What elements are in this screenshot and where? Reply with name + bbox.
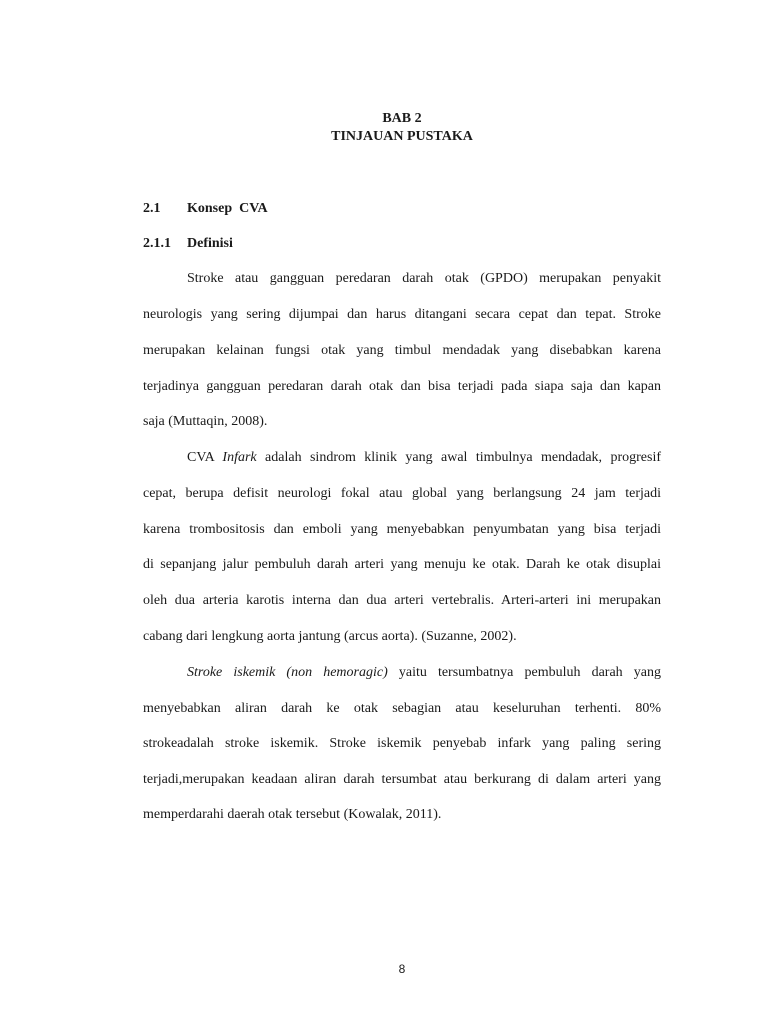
paragraph3-last-line: memperdarahi daerah otak tersebut (Kowalak, 2011). xyxy=(143,807,442,822)
paragraph3-line: terjadi,merupakan keadaan aliran darah tersumbat atau berkurang di dalam arteri yang xyxy=(143,772,661,787)
paragraph2-line: oleh dua arteria karotis interna dan dua arteri vertebralis. Arteri-arteri ini merupakan xyxy=(143,593,661,608)
paragraph1-line: merupakan kelainan fungsi otak yang timbul mendadak yang disebabkan karena xyxy=(143,343,661,358)
paragraph3-line: menyebabkan aliran darah ke otak sebagian atau keseluruhan terhenti. 80% xyxy=(143,701,661,716)
infark-term: Infark xyxy=(222,450,257,465)
paragraph1-line: neurologis yang sering dijumpai dan harus ditangani secara cepat dan tepat. Stroke xyxy=(143,307,661,322)
paragraph2-line: karena trombositosis dan emboli yang menyebabkan penyumbatan yang bisa terjadi xyxy=(143,522,661,537)
paragraph2-first-line: CVA Infark adalah sindrom klinik yang awal timbulnya mendadak, progresif xyxy=(187,450,662,465)
chapter-title: TINJAUAN PUSTAKA xyxy=(331,129,473,144)
stroke-iskemik-term: Stroke iskemik (non hemoragic) xyxy=(187,665,388,680)
subsection-number: 2.1.1 xyxy=(143,236,171,251)
paragraph1-last-line: saja (Muttaqin, 2008). xyxy=(143,414,268,429)
section-title: Konsep CVA xyxy=(187,201,268,216)
chapter-label: BAB 2 xyxy=(382,111,422,126)
section-number: 2.1 xyxy=(143,201,161,216)
subsection-title: Definisi xyxy=(187,236,233,251)
paragraph3-first-line: Stroke iskemik (non hemoragic) yaitu tersumbatnya pembuluh darah yang xyxy=(187,665,661,680)
paragraph3-line: strokeadalah stroke iskemik. Stroke iskemik penyebab infark yang paling sering xyxy=(143,736,661,751)
paragraph2-last-line: cabang dari lengkung aorta jantung (arcus aorta). (Suzanne, 2002). xyxy=(143,629,517,644)
paragraph2-line: di sepanjang jalur pembuluh darah arteri yang menuju ke otak. Darah ke otak disuplai xyxy=(143,557,661,572)
paragraph1-line: terjadinya gangguan peredaran darah otak dan bisa terjadi pada siapa saja dan kapan xyxy=(143,379,661,394)
paragraph2-line: cepat, berupa defisit neurologi fokal atau global yang berlangsung 24 jam terjadi xyxy=(143,486,661,501)
paragraph1-line: Stroke atau gangguan peredaran darah otak (GPDO) merupakan penyakit xyxy=(187,271,661,286)
page-number: 8 xyxy=(398,962,406,976)
